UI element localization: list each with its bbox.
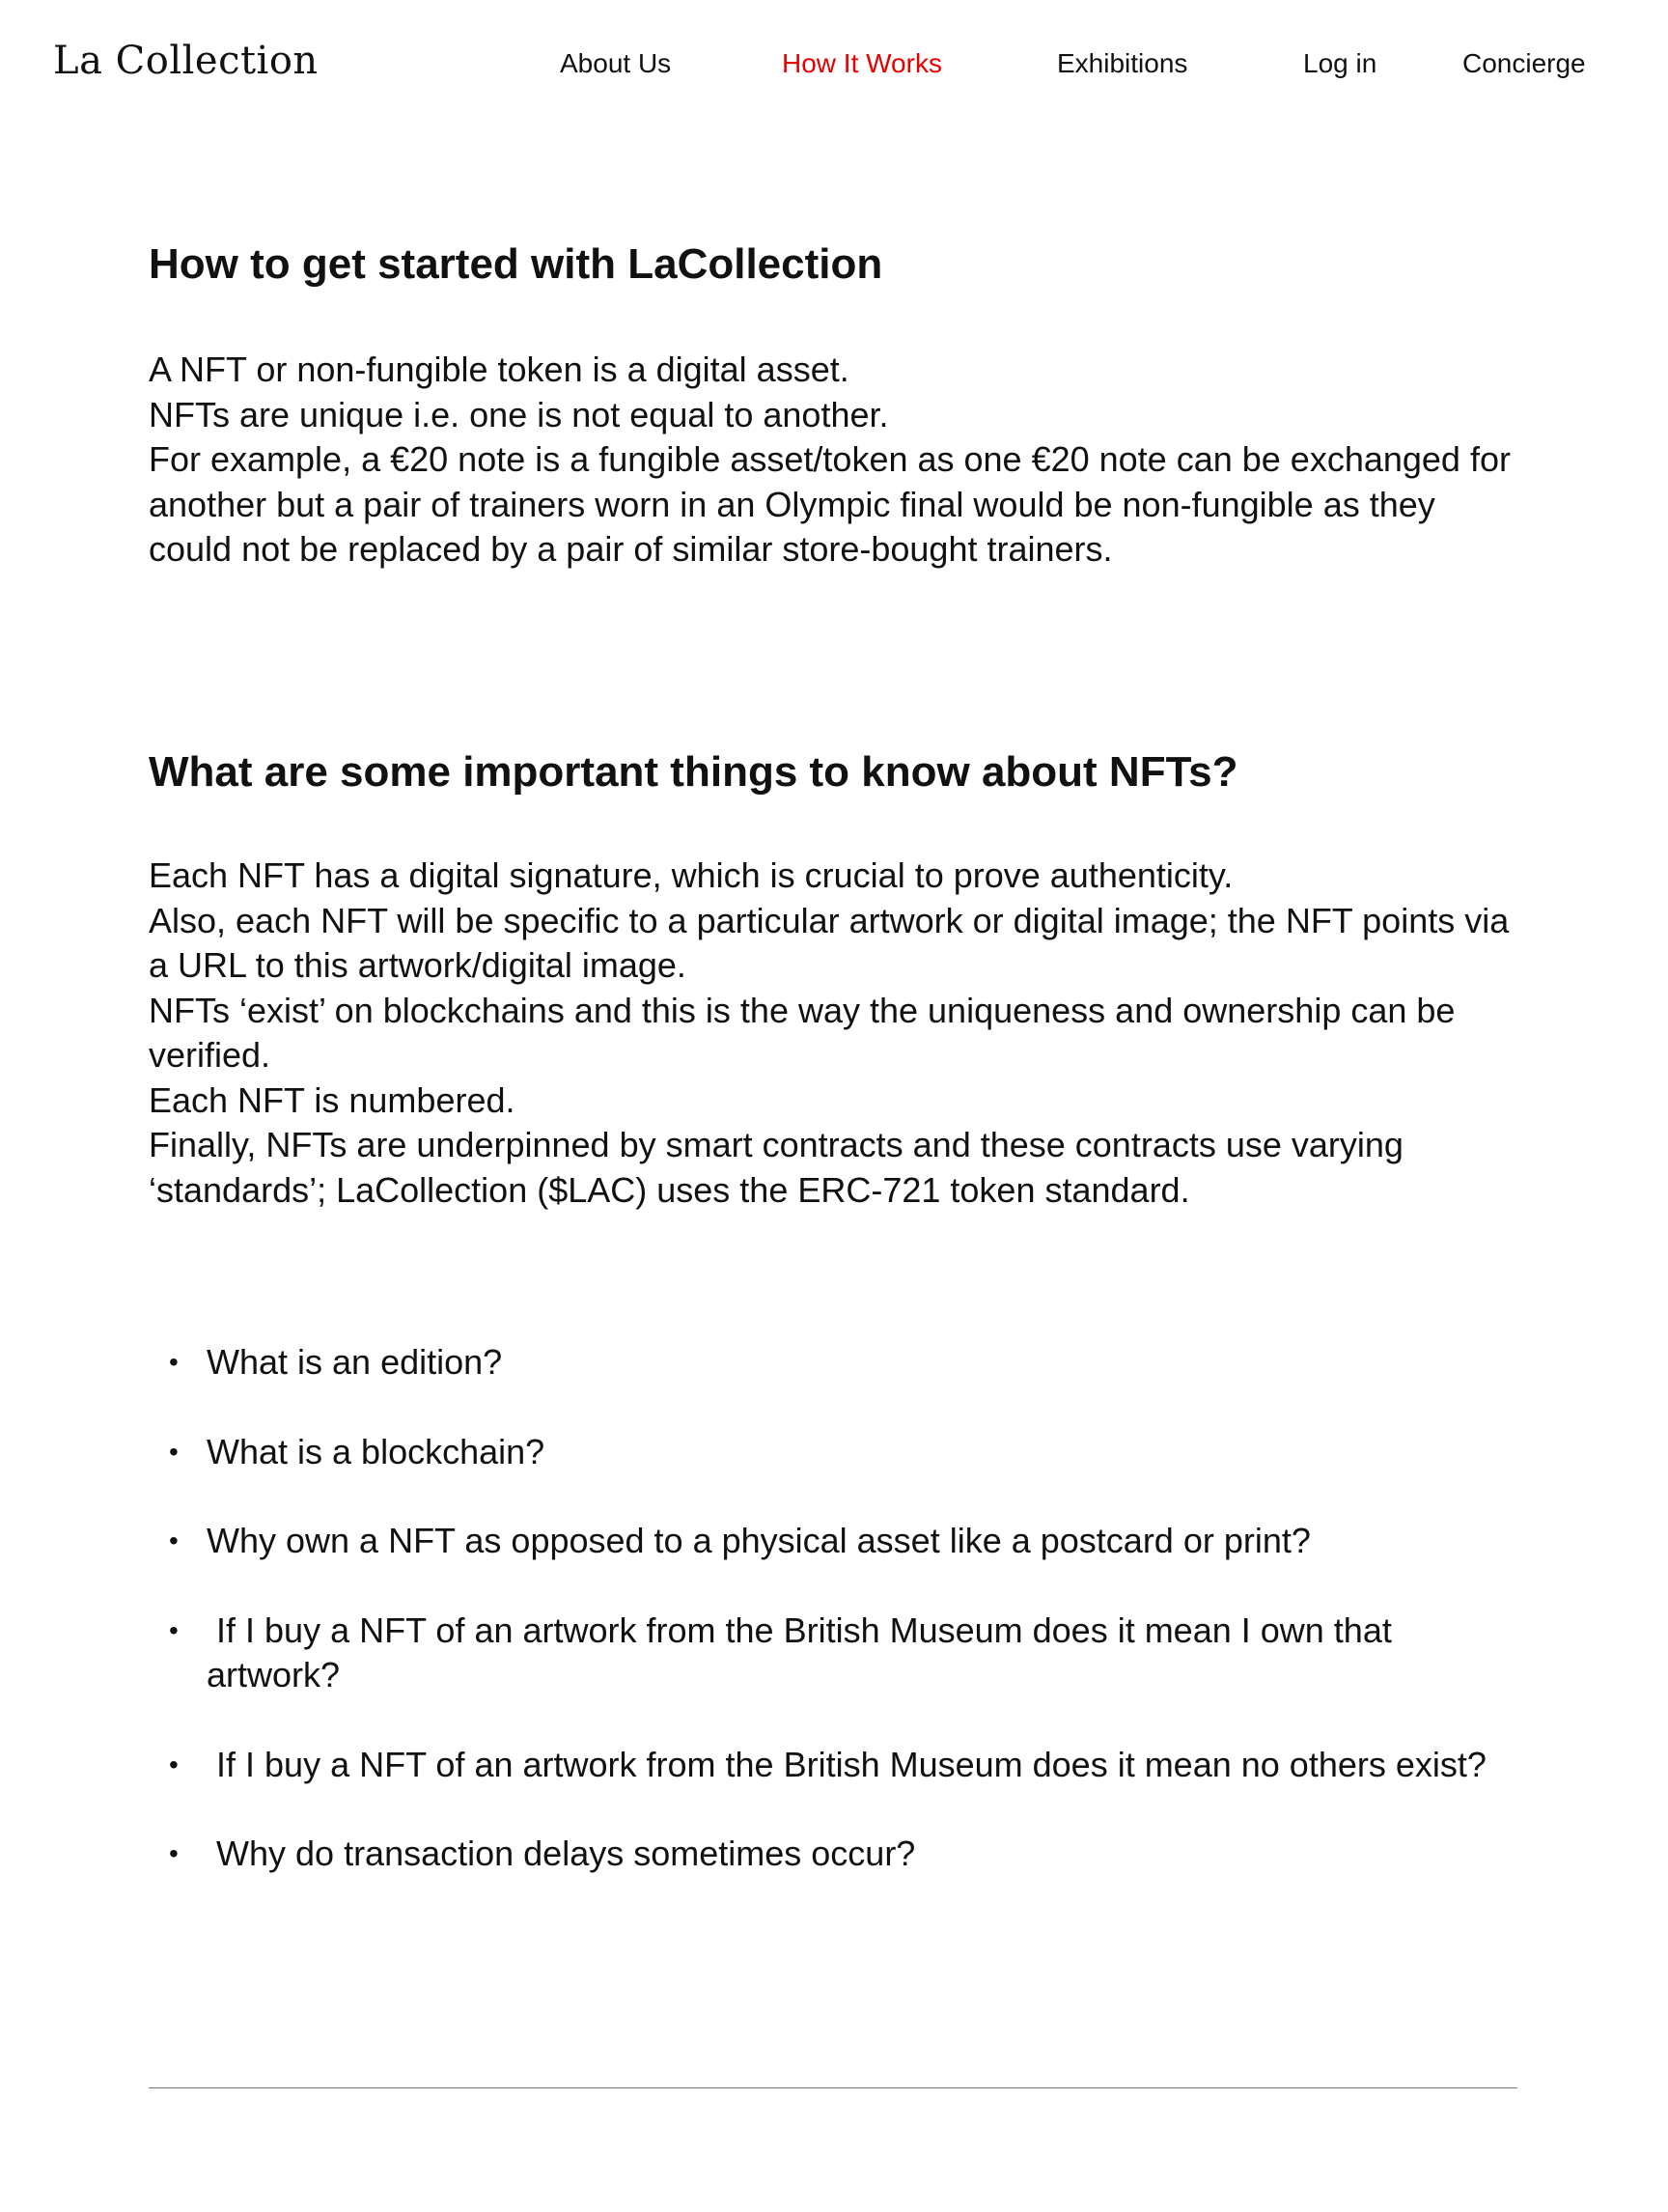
nav-log-in[interactable]: Log in bbox=[1303, 48, 1377, 78]
faq-question: What is an edition? bbox=[207, 1342, 503, 1382]
faq-question: Why own a NFT as opposed to a physical asset like a postcard or print? bbox=[207, 1521, 1311, 1560]
faq-question: If I buy a NFT of an artwork from the British Museum does it mean no others exist? bbox=[207, 1744, 1487, 1784]
faq-item-blockchain[interactable] bbox=[149, 1430, 1519, 1475]
faq-item-own-artwork[interactable] bbox=[149, 1609, 1519, 1698]
section-divider bbox=[149, 2087, 1517, 2088]
faq-item-no-others-exist[interactable] bbox=[149, 1743, 1519, 1788]
nav-how-it-works[interactable]: How It Works bbox=[782, 48, 942, 78]
important-line: Also, each NFT will be specific to a particular artwork or digital image; the NFT points via a URL to this artwork/digital image. bbox=[149, 900, 1510, 985]
nav-exhibitions[interactable]: Exhibitions bbox=[1057, 48, 1188, 78]
faq-list bbox=[149, 1340, 1519, 1921]
bullet-icon: • bbox=[169, 1436, 179, 1467]
intro-line: A NFT or non-fungible token is a digital asset. bbox=[149, 350, 849, 389]
faq-item-transaction-delays[interactable] bbox=[149, 1832, 1519, 1877]
faq-item-why-own[interactable] bbox=[149, 1519, 1519, 1564]
bullet-icon: • bbox=[169, 1526, 179, 1555]
nav-concierge[interactable]: Concierge bbox=[1462, 48, 1586, 78]
important-line: Finally, NFTs are underpinned by smart contracts and these contracts use varying ‘standards’; LaCollection ($LAC) uses the ERC-721 token standard. bbox=[149, 1125, 1404, 1210]
important-things-paragraph bbox=[149, 854, 1519, 1213]
bullet-icon: • bbox=[169, 1749, 179, 1779]
faq-item-edition[interactable] bbox=[149, 1340, 1519, 1386]
important-line: Each NFT is numbered. bbox=[149, 1079, 515, 1120]
bullet-icon: • bbox=[169, 1347, 179, 1377]
intro-line: For example, a €20 note is a fungible asset/token as one €20 note can be exchanged for another but a pair of trainers worn in an Olympic final would be non-fungible as they could not be replaced by a pair of similar store-bought trainers. bbox=[149, 439, 1511, 569]
section-title-important-things: What are some important things to know about NFTs? bbox=[149, 748, 1238, 796]
section-title-get-started: How to get started with LaCollection bbox=[149, 240, 883, 288]
site-header bbox=[0, 0, 1668, 135]
site-logo[interactable]: La Collection bbox=[53, 39, 319, 83]
faq-question: Why do transaction delays sometimes occur? bbox=[207, 1834, 916, 1873]
bullet-icon: • bbox=[169, 1838, 179, 1868]
faq-question: What is a blockchain? bbox=[207, 1431, 545, 1471]
bullet-icon: • bbox=[169, 1614, 179, 1645]
intro-line: NFTs are unique i.e. one is not equal to another. bbox=[149, 394, 889, 434]
important-line: NFTs ‘exist’ on blockchains and this is the way the uniqueness and ownership can be verified. bbox=[149, 990, 1456, 1075]
important-line: Each NFT has a digital signature, which is crucial to prove authenticity. bbox=[149, 855, 1234, 895]
intro-paragraph bbox=[149, 348, 1519, 573]
nav-about-us[interactable]: About Us bbox=[560, 48, 672, 78]
faq-question: If I buy a NFT of an artwork from the British Museum does it mean I own that artwork? bbox=[207, 1610, 1402, 1694]
